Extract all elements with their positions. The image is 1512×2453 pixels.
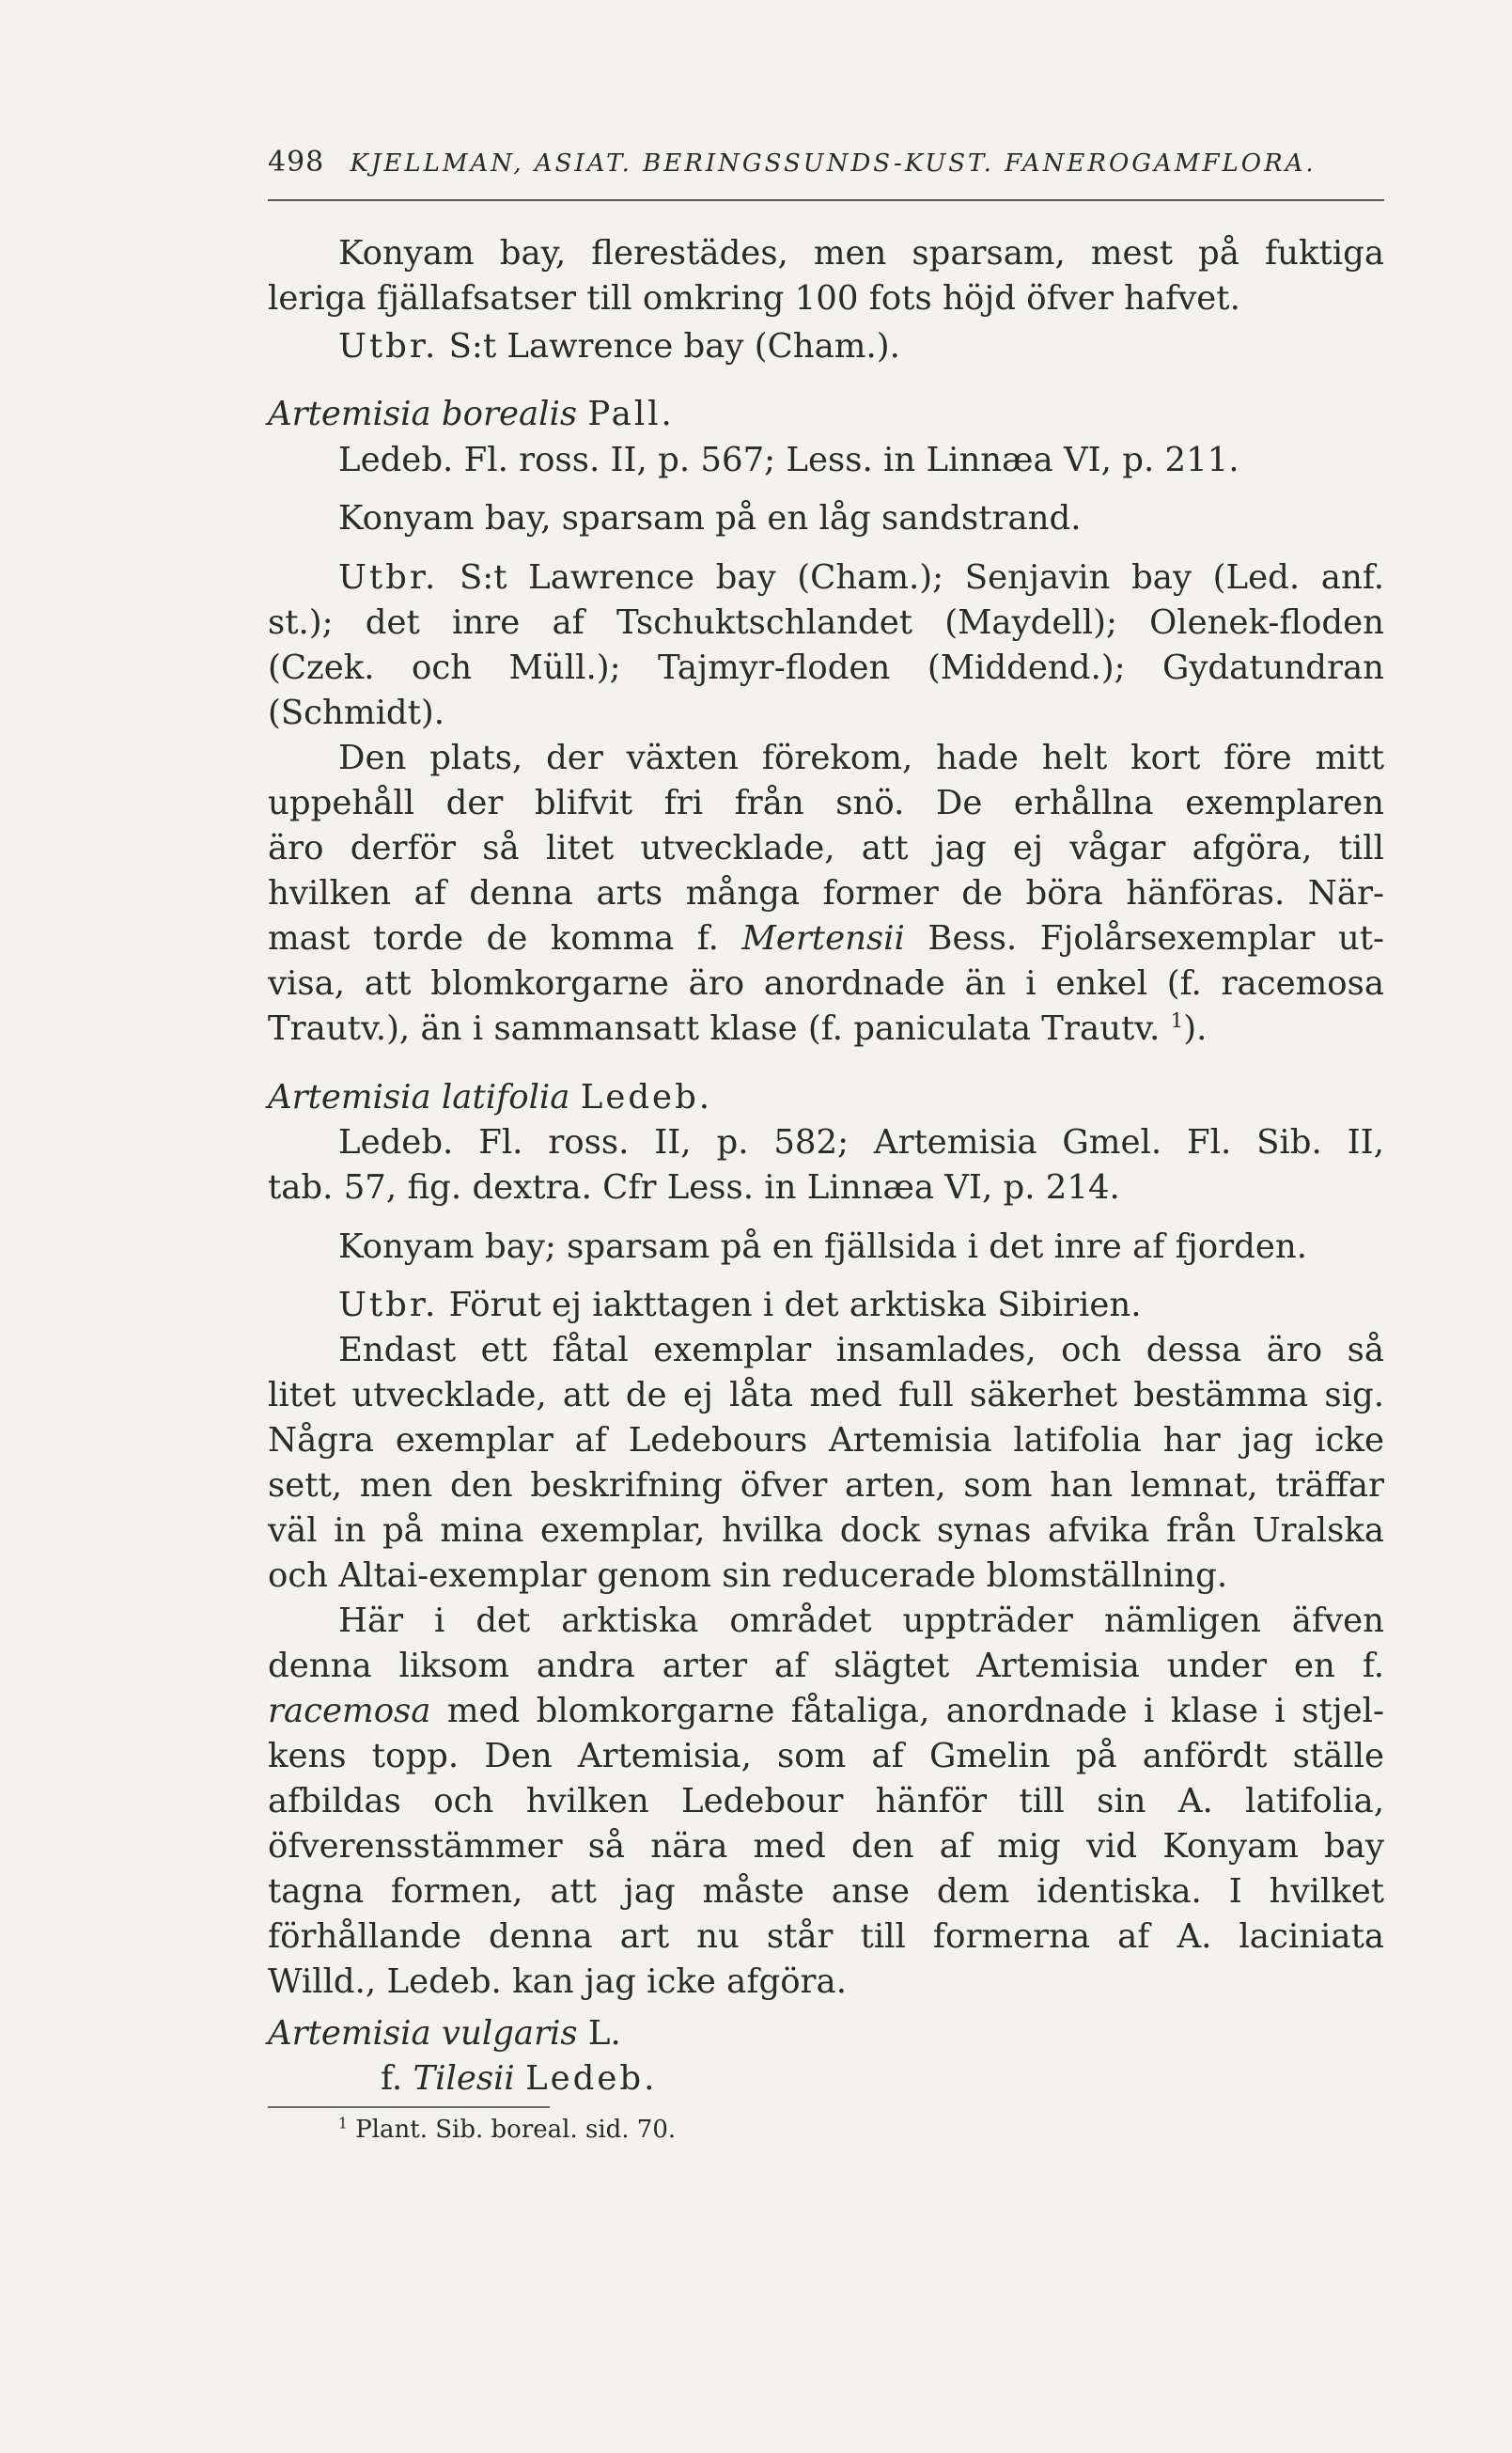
form-name: Mertensii — [741, 919, 905, 958]
text-line — [338, 324, 1384, 369]
text-line — [338, 555, 1384, 601]
species-author: Ledeb. — [580, 1078, 713, 1117]
species-author: L. — [587, 2014, 621, 2053]
footnote-rule — [268, 2106, 550, 2108]
running-title: KJELLMAN, ASIAT. BERINGSSUNDS-KUST. FANEROGAMFLORA. — [350, 149, 1317, 178]
text-line: Willd., Ledeb. kan jag icke afgöra. — [268, 1962, 847, 2001]
text-line: (Czek. och Müll.); Tajmyr-floden (Middend.); Gydatundran — [268, 648, 1384, 687]
header-rule — [268, 199, 1384, 201]
text-line: förhållande denna art nu står till formerna af A. laciniata — [268, 1917, 1384, 1956]
text-line — [338, 1283, 1384, 1328]
species-name: Artemisia vulgaris — [268, 2014, 578, 2053]
text-line — [268, 1689, 1384, 1734]
text-span: S:t Lawrence bay (Cham.). — [448, 327, 900, 366]
form-name: racemosa — [268, 1692, 431, 1730]
text-line: äro derför så litet utvecklade, att jag ej vågar afgöra, till — [268, 829, 1384, 867]
text-line: Här i det arktiska området uppträder nämligen äfven — [338, 1601, 1384, 1640]
species-name: Artemisia latifolia — [268, 1078, 570, 1117]
text-line: tab. 57, fig. dextra. Cfr Less. in Linnæa VI, p. 214. — [268, 1168, 1120, 1207]
text-line: visa, att blomkorgarne äro anordnade än i enkel (f. racemosa — [268, 964, 1384, 1003]
text-line: öfverensstämmer så nära med den af mig vid Konyam bay — [268, 1827, 1384, 1866]
species-heading — [268, 392, 1384, 437]
text-span: mast torde de komma f. — [268, 919, 719, 958]
species-heading — [268, 2011, 1384, 2056]
text-line: och Altai-exemplar genom sin reducerade blomställning. — [268, 1556, 1228, 1595]
utbr-label: Utbr. — [338, 558, 439, 597]
text-line: Ledeb. Fl. ross. II, p. 582; Artemisia Gmel. Fl. Sib. II, — [338, 1123, 1384, 1162]
species-heading — [268, 1075, 1384, 1120]
species-name: Artemisia borealis — [268, 395, 578, 433]
text-line: denna liksom andra arter af slägtet Artemisia under en f. — [268, 1647, 1384, 1685]
text-line: afbildas och hvilken Ledebour hänför till sin A. latifolia, — [268, 1782, 1384, 1820]
page-number: 498 — [268, 146, 325, 179]
page-header — [268, 146, 1386, 179]
text-line: tagna formen, att jag måste anse dem identiska. I hvilket — [268, 1872, 1384, 1911]
footnote — [338, 2112, 676, 2148]
text-span: Trautv.), än i sammansatt klase (f. paniculata Trautv. — [268, 1009, 1161, 1048]
text-span: Bess. Fjolårsexemplar ut- — [927, 919, 1384, 958]
text-line: hvilken af denna arts många former de böra hänföras. När- — [268, 874, 1384, 913]
text-line: Konyam bay, sparsam på en låg sandstrand. — [338, 499, 1082, 538]
text-line — [268, 1007, 1384, 1052]
text-line: uppehåll der blifvit fri från snö. De erhållna exemplaren — [268, 784, 1384, 822]
form-heading — [381, 2056, 1497, 2101]
form-name: Tilesii — [413, 2059, 515, 2098]
text-line: sett, men den beskrifning öfver arten, som han lemnat, träffar — [268, 1466, 1384, 1505]
footnote-ref: 1 — [1170, 1009, 1184, 1034]
text-line — [268, 916, 1384, 961]
footnote-marker: 1 — [338, 2115, 348, 2133]
text-line: Några exemplar af Ledebours Artemisia latifolia har jag icke — [268, 1421, 1384, 1460]
text-line: Konyam bay; sparsam på en fjällsida i det inre af fjorden. — [338, 1227, 1308, 1266]
text-line: Ledeb. Fl. ross. II, p. 567; Less. in Linnæa VI, p. 211. — [338, 441, 1239, 479]
text-span: ). — [1183, 1009, 1208, 1048]
form-prefix: f. — [381, 2059, 403, 2098]
utbr-label: Utbr. — [338, 1286, 439, 1324]
text-line: (Schmidt). — [268, 694, 445, 732]
text-span: med blomkorgarne fåtaliga, anordnade i klase i stjel- — [446, 1692, 1384, 1730]
text-line: väl in på mina exemplar, hvilka dock synas afvika från Uralska — [268, 1511, 1384, 1550]
text-line: kens topp. Den Artemisia, som af Gmelin på anfördt ställe — [268, 1737, 1384, 1775]
text-line: Den plats, der växten förekom, hade helt kort före mitt — [338, 739, 1384, 777]
text-line: Endast ett fåtal exemplar insamlades, och dessa äro så — [338, 1331, 1384, 1369]
form-author: Ledeb. — [525, 2059, 658, 2098]
text-span: S:t Lawrence bay (Cham.); Senjavin bay (Led. anf. — [459, 558, 1384, 597]
utbr-label: Utbr. — [338, 327, 439, 366]
footnote-text: Plant. Sib. boreal. sid. 70. — [355, 2116, 677, 2144]
text-line: leriga fjällafsatser till omkring 100 fots höjd öfver hafvet. — [268, 279, 1240, 318]
text-line: Konyam bay, flerestädes, men sparsam, mest på fuktiga — [338, 234, 1384, 273]
text-span: Förut ej iakttagen i det arktiska Sibirien. — [448, 1286, 1142, 1324]
text-line: litet utvecklade, att de ej låta med full säkerhet bestämma sig. — [268, 1376, 1384, 1414]
text-line: st.); det inre af Tschuktschlandet (Maydell); Olenek-floden — [268, 603, 1384, 642]
species-author: Pall. — [587, 395, 675, 433]
